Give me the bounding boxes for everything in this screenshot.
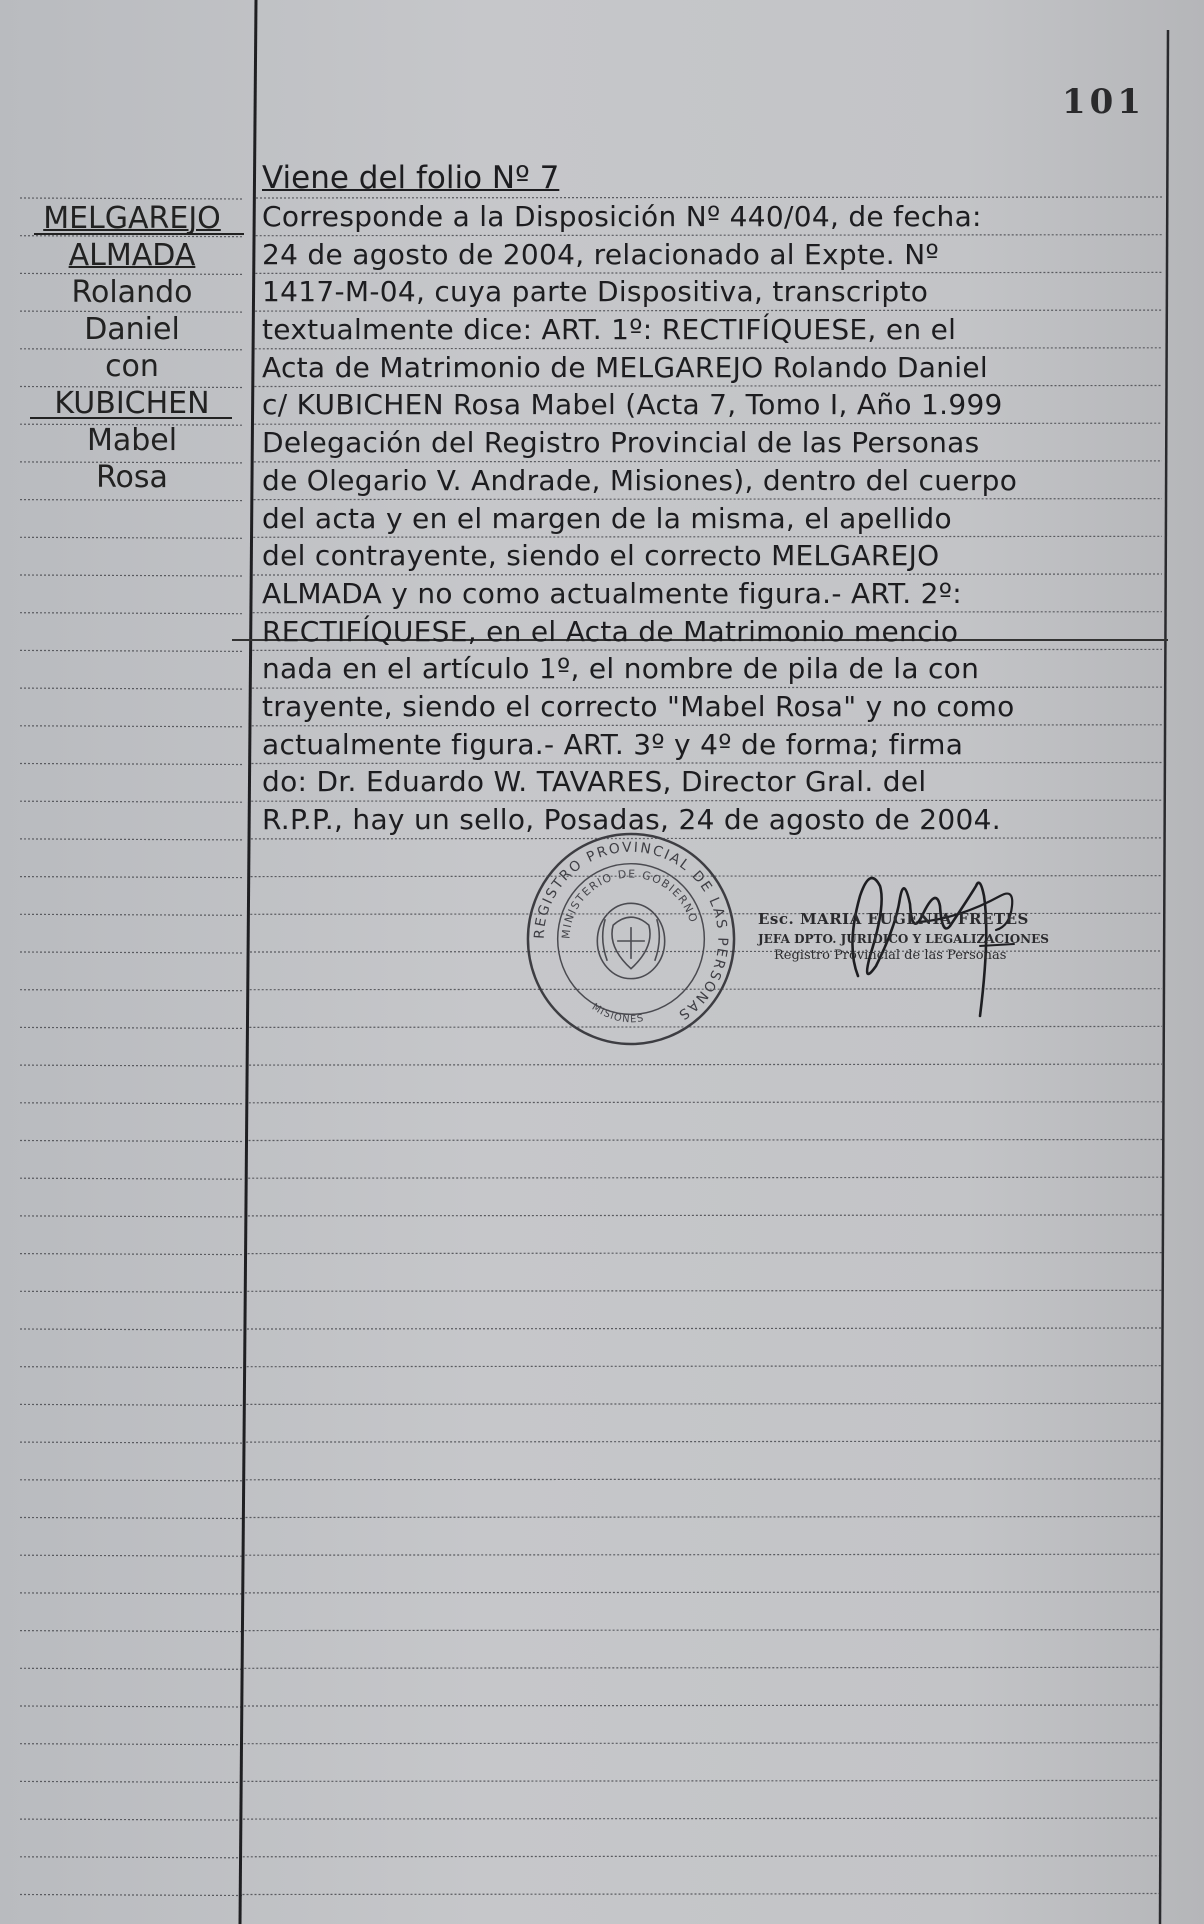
margin-rule-line	[20, 1781, 243, 1782]
body-rule-line	[244, 1743, 1162, 1744]
margin-rule-line	[20, 575, 244, 576]
entry-line: Acta de Matrimonio de MELGAREJO Rolando Daniel	[262, 350, 988, 384]
coat-of-arms-icon	[597, 903, 664, 978]
entry-line: do: Dr. Eduardo W. TAVARES, Director Gral. del	[262, 765, 927, 799]
margin-rule-line	[20, 1819, 243, 1820]
body-rule-line	[246, 1479, 1162, 1480]
body-rule-line	[245, 1592, 1162, 1593]
margin-rule-line	[20, 952, 244, 953]
entry-line: del contrayente, siendo el correcto MELGAREJO	[262, 539, 940, 573]
margin-rule-line	[20, 1065, 244, 1066]
body-rule-line	[248, 1177, 1162, 1178]
margin-name: Mabel	[86, 423, 178, 458]
entry-line: trayente, siendo el correcto "Mabel Rosa" y no como	[262, 689, 1015, 723]
body-rule-line	[247, 1290, 1162, 1291]
margin-rule-line	[20, 1555, 243, 1556]
margin-rule-line	[20, 1631, 243, 1632]
margin-rule-line	[20, 1367, 243, 1368]
margin-rule-line	[20, 1027, 244, 1028]
entry-line: del acta y en el margen de la misma, el apellido	[262, 501, 952, 535]
page-number: 101	[1062, 82, 1145, 122]
margin-name: ALMADA	[68, 238, 196, 273]
body-rule-line	[243, 1856, 1162, 1857]
entry-line: textualmente dice: ART. 1º: RECTIFÍQUESE, en el	[262, 313, 957, 347]
seal-inner-text: MINISTERIO DE GOBIERNO	[559, 867, 701, 940]
margin-rule-line	[20, 1103, 244, 1104]
margin-rule-line	[20, 839, 244, 840]
body-rule-line	[246, 1441, 1162, 1442]
margin-rule-line	[20, 726, 244, 727]
entry-line: R.P.P., hay un sello, Posadas, 24 de agosto de 2004.	[262, 803, 1001, 836]
margin-rule-line	[20, 1291, 243, 1292]
official-seal	[522, 830, 740, 1048]
entry-line: 1417-M-04, cuya parte Dispositiva, transcripto	[262, 275, 929, 309]
margin-rule-line	[20, 1141, 244, 1142]
margin-rule-line	[20, 801, 244, 802]
signatory-organization: Registro Provincial de las Personas	[774, 948, 1007, 963]
entry-line: RECTIFÍQUESE, en el Acta de Matrimonio mencio	[262, 614, 959, 648]
body-rule-line	[243, 1818, 1162, 1819]
body-rule-line	[244, 1667, 1162, 1668]
signatory-role: JEFA DPTO. JURIDICO Y LEGALIZACIONES	[758, 932, 1049, 946]
body-rule-line	[246, 1517, 1163, 1518]
body-rule-line	[248, 1215, 1162, 1216]
margin-rule-line	[20, 1593, 243, 1594]
seal-outer-text: REGISTRO PROVINCIAL DE LAS PERSONAS	[531, 839, 731, 1024]
margin-name: MELGAREJO	[43, 201, 221, 236]
margin-rule-line	[20, 198, 244, 199]
margin-name: Rolando	[71, 275, 193, 310]
entry-line: de Olegario V. Andrade, Misiones), dentro del cuerpo	[262, 463, 1018, 497]
margin-name: Rosa	[96, 460, 168, 495]
margin-rule-line	[20, 688, 244, 689]
entry-heading: Viene del folio Nº 7	[262, 160, 560, 196]
entry-line: Delegación del Registro Provincial de las Personas	[262, 426, 980, 460]
margin-name: KUBICHEN	[54, 386, 210, 421]
margin-rule-line	[20, 1404, 243, 1405]
entry-line: nada en el artículo 1º, el nombre de pila de la con	[262, 652, 980, 686]
signature-block	[758, 910, 1058, 963]
margin-rule-line	[20, 990, 244, 991]
body-rule-line	[247, 1328, 1162, 1329]
margin-rule-line	[20, 914, 244, 915]
entry-line: ALMADA y no como actualmente figura.- ART. 2º:	[262, 576, 962, 610]
margin-rule-line	[20, 1668, 243, 1669]
margin-rule-line	[20, 1706, 243, 1707]
margin-rule-line	[20, 1254, 243, 1255]
body-rule-line	[245, 1554, 1162, 1555]
margin-rule-line	[20, 1480, 243, 1481]
seal-bottom-text: MISIONES	[589, 1001, 646, 1026]
margin-rule-line	[20, 1178, 243, 1179]
body-rule-line	[247, 1366, 1162, 1367]
margin-rule-line	[20, 650, 244, 651]
entry-line: Corresponde a la Disposición Nº 440/04, de fecha:	[262, 200, 982, 233]
margin-rule-line	[20, 1744, 243, 1745]
body-rule-line	[248, 1253, 1162, 1254]
body-rule-line	[246, 1403, 1162, 1404]
entry-text	[262, 158, 1162, 839]
margin-rule-line	[20, 1895, 243, 1896]
body-rule-line	[243, 1780, 1162, 1781]
body-rule-line	[249, 1064, 1162, 1065]
margin-rule-line	[20, 1518, 243, 1519]
margin-rule-line	[20, 1857, 243, 1858]
margin-rule-line	[20, 877, 244, 878]
entry-line: c/ KUBICHEN Rosa Mabel (Acta 7, Tomo I, Año 1.999	[262, 388, 1003, 422]
margin-rule	[240, 0, 256, 1924]
margin-rule-line	[20, 1329, 243, 1330]
entry-line: actualmente figura.- ART. 3º y 4º de forma; firma	[262, 727, 964, 761]
margin-rule-line	[20, 764, 244, 765]
signatory-name: Esc. MARIA EUGENIA FRETES	[758, 910, 1029, 928]
margin-rule-line	[20, 613, 244, 614]
body-rule-line	[249, 1102, 1162, 1103]
margin-name: Daniel	[84, 312, 180, 347]
body-rule-line	[243, 1894, 1163, 1895]
body-rule-line	[249, 1140, 1163, 1141]
margin-rule-line	[20, 1442, 243, 1443]
margin-names	[24, 200, 240, 496]
body-rule-line	[244, 1705, 1162, 1706]
margin-name: con	[105, 349, 159, 384]
margin-rule-line	[20, 537, 244, 538]
margin-rule-line	[20, 1216, 243, 1217]
entry-line: 24 de agosto de 2004, relacionado al Expte. Nº	[262, 237, 939, 271]
body-rule-line	[245, 1630, 1162, 1631]
margin-rule-line	[20, 500, 244, 501]
